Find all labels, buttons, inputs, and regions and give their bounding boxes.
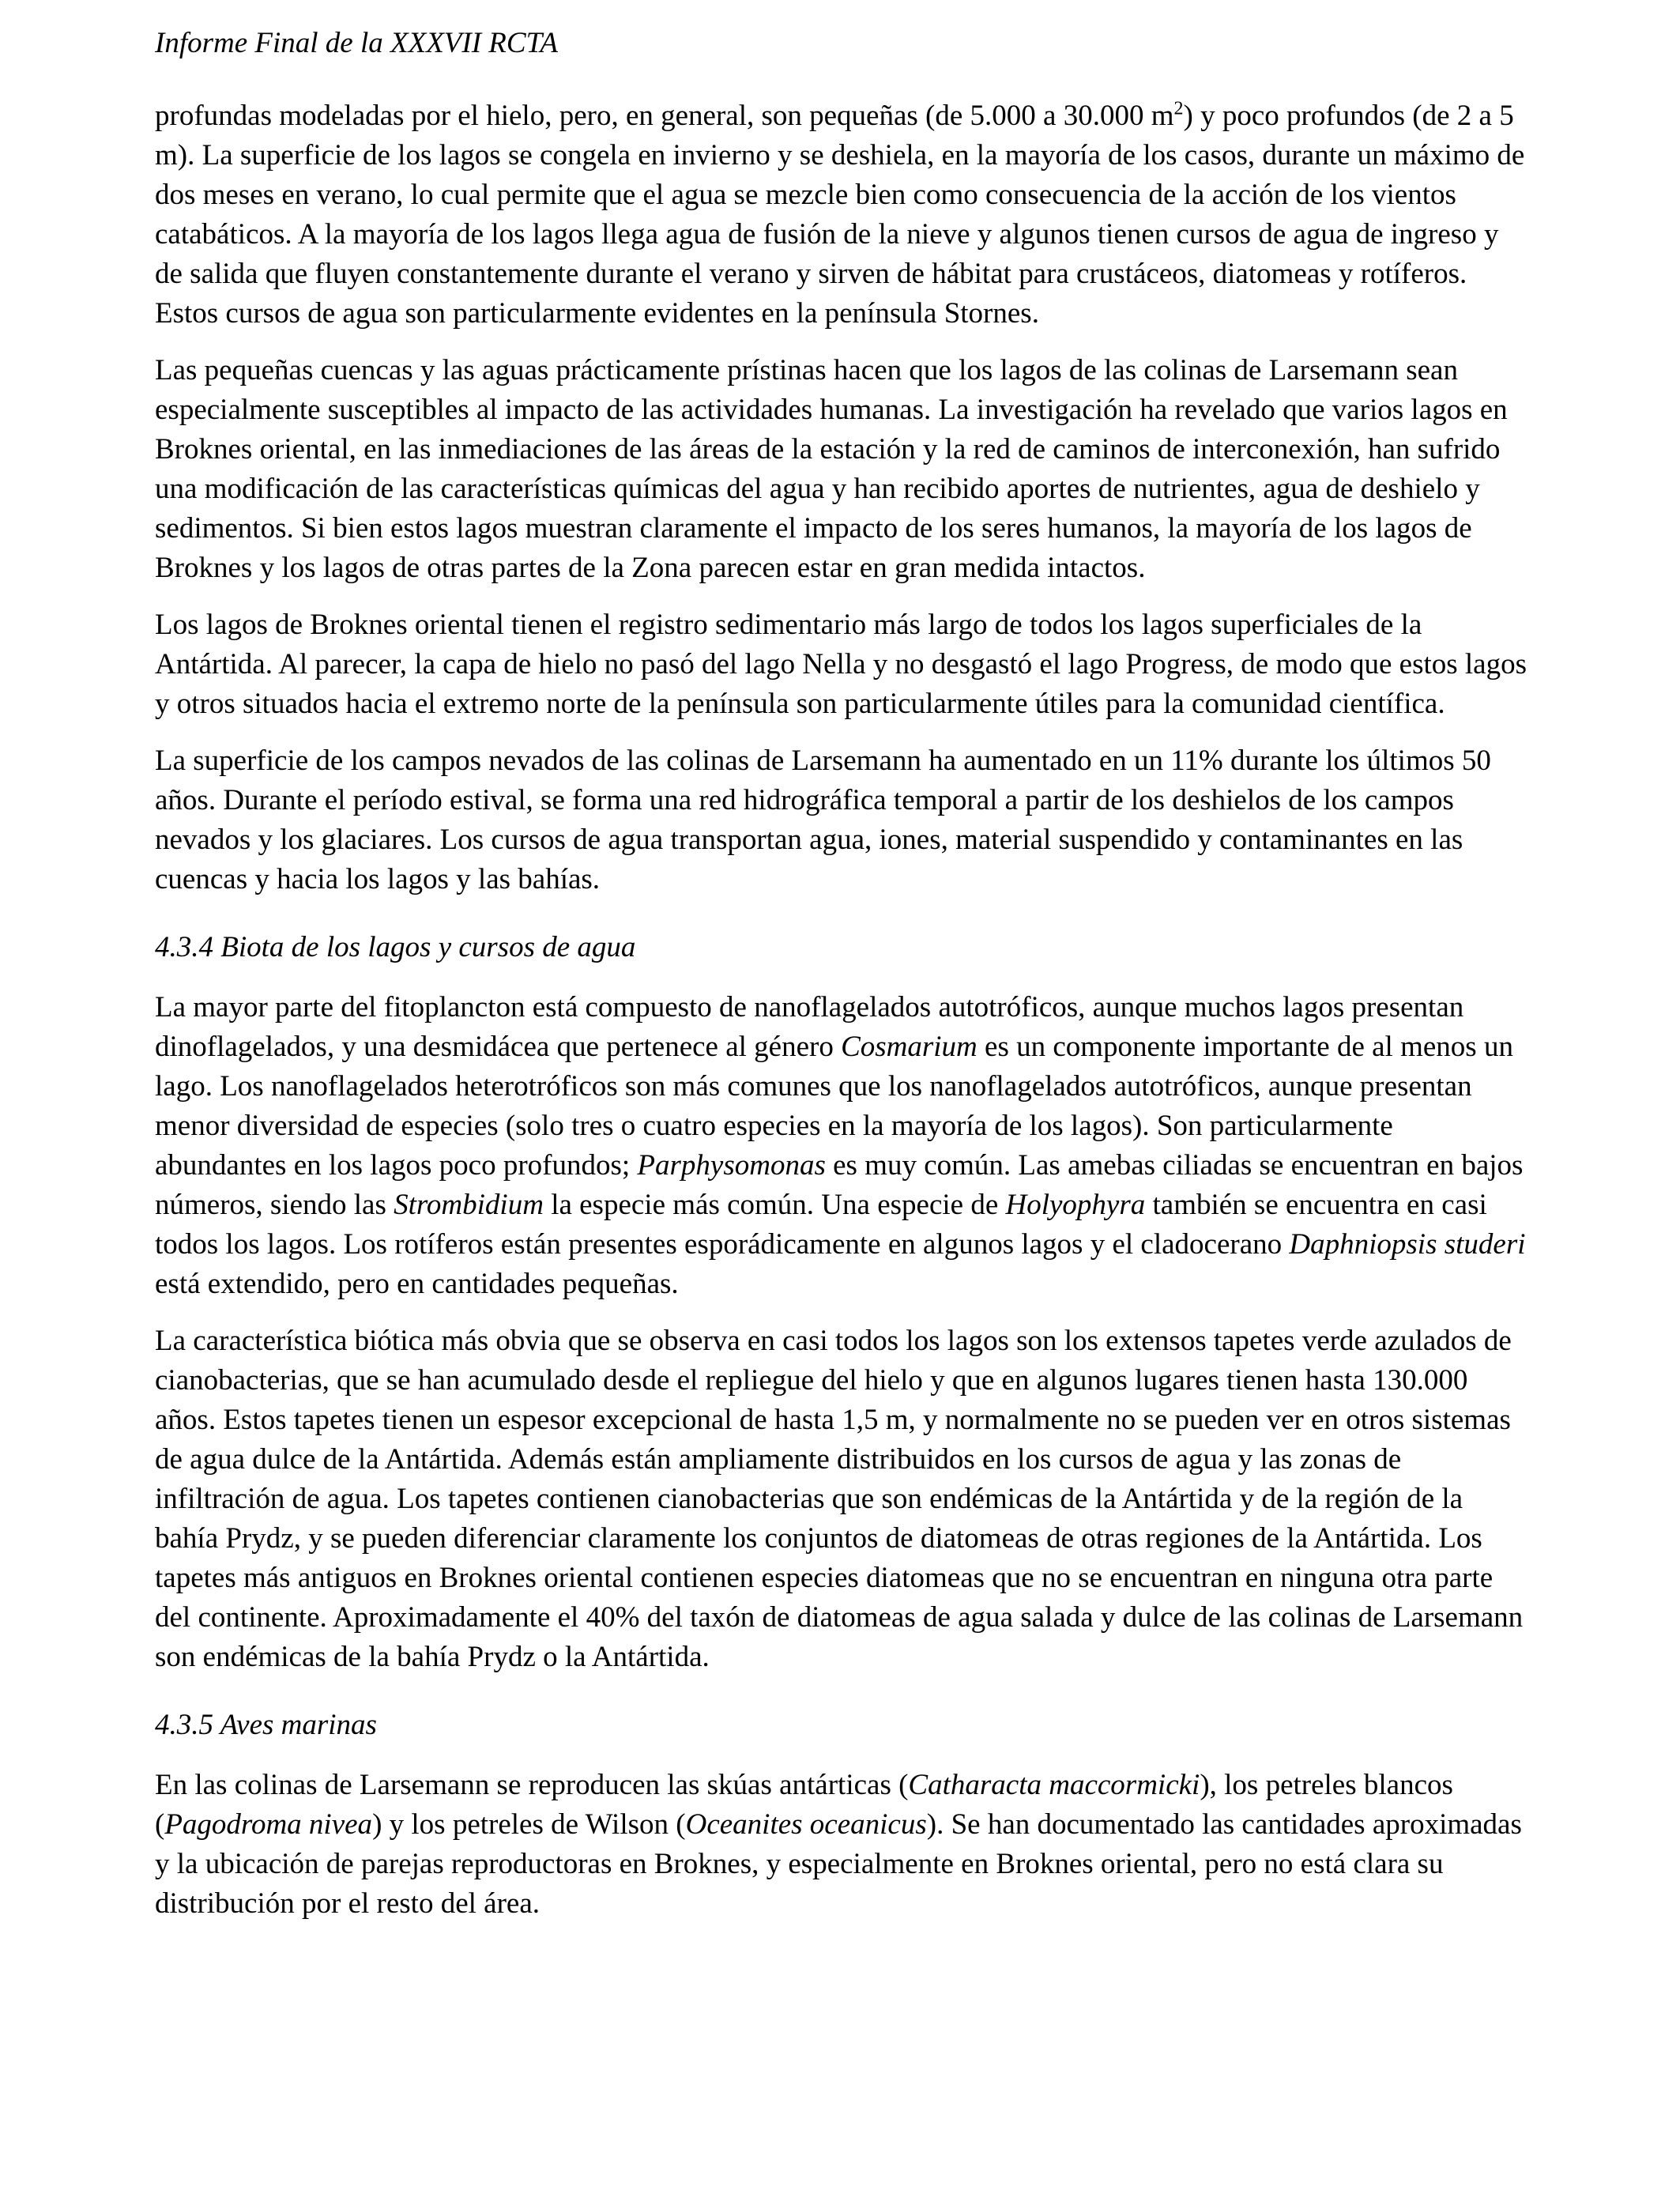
document-page <box>155 24 1530 1941</box>
paragraph-snowfields: La superficie de los campos nevados de las colinas de Larsemann ha aumentado en un 11% durante los últimos 50 años. Durante el período estival, se forma una red hidrográfica temporal a partir de los deshielos de los campos nevados y los glaciares. Los cursos de agua transportan agua, iones, material suspendido y contaminantes en las cuencas y hacia los lagos y las bahías. <box>155 745 1491 895</box>
paragraph-seabirds <box>155 1766 1530 1924</box>
superscript-unit: 2 <box>1173 98 1184 119</box>
paragraph-text: es muy común. Las amebas ciliadas se encuentran en bajos números, siendo las <box>155 1149 1524 1221</box>
paragraph-phytoplankton <box>155 988 1530 1304</box>
section-heading-seabirds: 4.3.5 Aves marinas <box>155 1709 377 1741</box>
species-name: Strombidium <box>394 1189 544 1221</box>
paragraph-lake-depth <box>155 96 1530 334</box>
species-name: Oceanites oceanicus <box>685 1808 927 1841</box>
running-header: Informe Final de la XXXVII RCTA <box>155 27 559 59</box>
species-name: Pagodroma nivea <box>164 1808 373 1841</box>
paragraph-text: ) y los petreles de Wilson ( <box>372 1808 686 1841</box>
paragraph-text: también se encuentra en casi todos los lagos. Los rotíferos están presentes esporádicamente en algunos lagos y el cladocerano <box>155 1189 1487 1261</box>
species-name: Catharacta maccormicki <box>908 1769 1200 1801</box>
paragraph-text: profundas modeladas por el hielo, pero, en general, son pequeñas (de 5.000 a 30.000 m <box>155 100 1174 132</box>
paragraph-text: ) y poco profundos (de 2 a 5 m). La superficie de los lagos se congela en invierno y se deshiela, en la mayoría de los casos, durante un máximo de dos meses en verano, lo cual permite que el agua se mezcle bien como consecuencia de la acción de los vientos catabáticos. A la mayoría de los lagos llega agua de fusión de la nieve y algunos tienen cursos de agua de ingreso y de salida que fluyen constantemente durante el verano y sirven de hábitat para crustáceos, diatomeas y rotíferos. Estos cursos de agua son particularmente evidentes en la península Stornes. <box>155 100 1525 330</box>
section-heading-biota: 4.3.4 Biota de los lagos y cursos de agua <box>155 931 636 963</box>
species-name: Daphniopsis studeri <box>1289 1228 1526 1261</box>
paragraph-text: En las colinas de Larsemann se reproducen las skúas antárticas ( <box>155 1769 909 1801</box>
species-name: Parphysomonas <box>637 1149 826 1182</box>
paragraph-text: está extendido, pero en cantidades pequeñas. <box>155 1268 679 1300</box>
paragraph-text: es un componente importante de al menos un lago. Los nanoflagelados heterotróficos son más comunes que los nanoflagelados autotróficos, aunque presentan menor diversidad de especies (solo tres o cuatro especies en la mayoría de los lagos). Son particularmente abundantes en los lagos poco profundos; <box>155 1031 1513 1182</box>
paragraph-human-impact: Las pequeñas cuencas y las aguas prácticamente prístinas hacen que los lagos de las colinas de Larsemann sean especialmente susceptibles al impacto de las actividades humanas. La investigación ha revelado que varios lagos en Broknes oriental, en las inmediaciones de las áreas de la estación y la red de caminos de interconexión, han sufrido una modificación de las características químicas del agua y han recibido aportes de nutrientes, agua de deshielo y sedimentos. Si bien estos lagos muestran claramente el impacto de los seres humanos, la mayoría de los lagos de Broknes y los lagos de otras partes de la Zona parecen estar en gran medida intactos. <box>155 354 1508 584</box>
species-name: Holyophyra <box>1005 1189 1146 1221</box>
paragraph-text: ), los petreles blancos ( <box>155 1769 1453 1841</box>
paragraph-text: La mayor parte del fitoplancton está compuesto de nanoflagelados autotróficos, aunque muchos lagos presentan dinoflagelados, y una desmidácea que pertenece al género <box>155 991 1464 1063</box>
paragraph-cyanobacteria: La característica biótica más obvia que se observa en casi todos los lagos son los extensos tapetes verde azulados de cianobacterias, que se han acumulado desde el repliegue del hielo y que en algunos lugares tienen hasta 130.000 años. Estos tapetes tienen un espesor excepcional de hasta 1,5 m, y normalmente no se pueden ver en otros sistemas de agua dulce de la Antártida. Además están ampliamente distribuidos en los cursos de agua y las zonas de infiltración de agua. Los tapetes contienen cianobacterias que son endémicas de la Antártida y de la región de la bahía Prydz, y se pueden diferenciar claramente los conjuntos de diatomeas de otras regiones de la Antártida. Los tapetes más antiguos en Broknes oriental contienen especies diatomeas que no se encuentran en ninguna otra parte del continente. Aproximadamente el 40% del taxón de diatomeas de agua salada y dulce de las colinas de Larsemann son endémicas de la bahía Prydz o la Antártida. <box>155 1325 1524 1673</box>
paragraph-text: ). Se han documentado las cantidades aproximadas y la ubicación de parejas reproductoras en Broknes, y especialmente en Broknes oriental, pero no está clara su distribución por el resto del área. <box>155 1808 1522 1920</box>
paragraph-text: la especie más común. Una especie de <box>543 1189 1006 1221</box>
species-name: Cosmarium <box>841 1031 977 1063</box>
paragraph-sediment-record: Los lagos de Broknes oriental tienen el registro sedimentario más largo de todos los lagos superficiales de la Antártida. Al parecer, la capa de hielo no pasó del lago Nella y no desgastó el lago Progress, de modo que estos lagos y otros situados hacia el extremo norte de la península son particularmente útiles para la comunidad científica. <box>155 609 1527 720</box>
